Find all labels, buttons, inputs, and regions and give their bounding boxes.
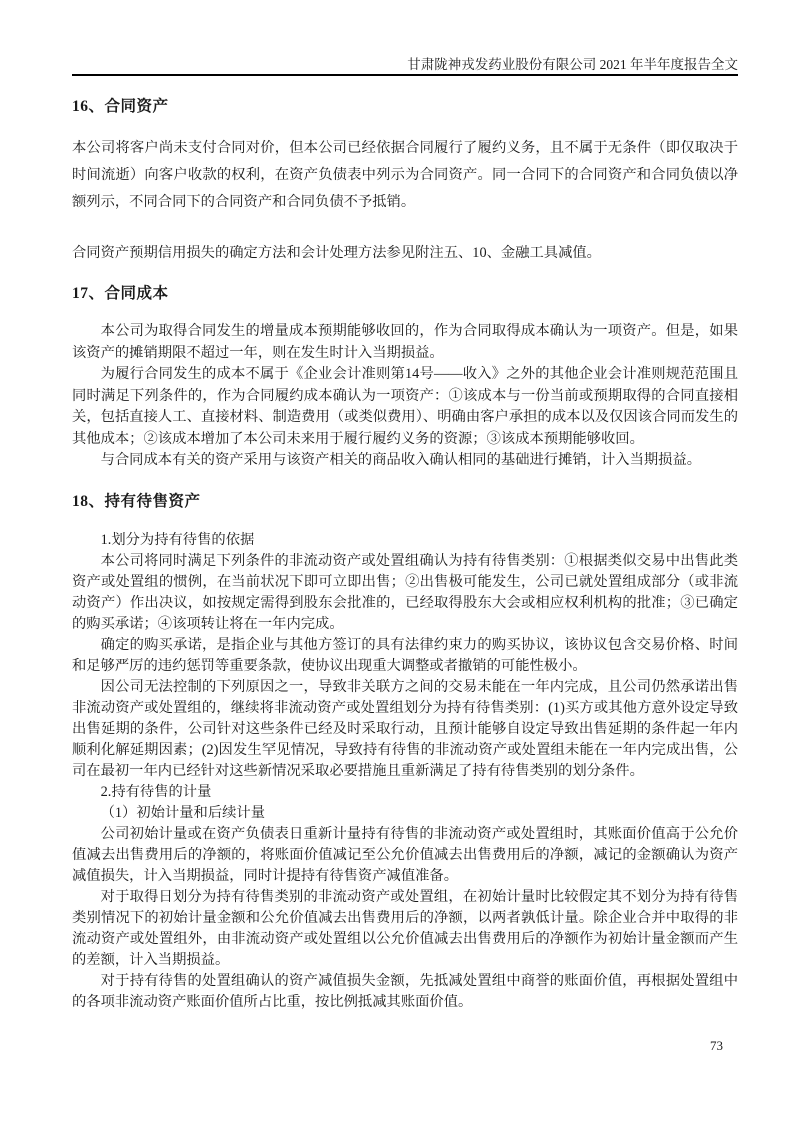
paragraph: 对于持有待售的处置组确认的资产减值损失金额，先抵减处置组中商誉的账面价值，再根据处置组中的各项非流动资产账面价值所占比重，按比例抵减其账面价值。	[72, 972, 738, 1010]
section-16-body	[72, 135, 738, 264]
paragraph: 对于取得日划分为持有待售类别的非流动资产或处置组，在初始计量时比较假定其不划分为持有待售类别情况下的初始计量金额和公允价值减去出售费用后的净额，以两者孰低计量。除企业合并中取得的非流动资产或处置组外，由非流动资产或处置组以公允价值减去出售费用后的净额作为初始计量金额而产生的差额，计入当期损益。	[72, 888, 738, 968]
paragraph: 与合同成本有关的资产采用与该资产相关的商品收入确认相同的基础进行摊销，计入当期损益。	[100, 452, 702, 468]
section-18-body	[72, 530, 738, 1013]
section-18	[72, 491, 738, 1013]
paragraph: 1.划分为持有待售的依据	[100, 531, 255, 548]
paragraph: 2.持有待售的计量	[100, 783, 212, 800]
document-body	[72, 96, 738, 1013]
section-17-heading: 17、合同成本	[72, 285, 169, 302]
section-16-heading: 16、合同资产	[72, 98, 169, 115]
header-title: 甘肃陇神戎发药业股份有限公司 2021 年半年度报告全文	[407, 57, 738, 72]
paragraph: 本公司为取得合同发生的增量成本预期能够收回的，作为合同取得成本确认为一项资产。但是，如果该资产的摊销期限不超过一年，则在发生时计入当期损益。	[72, 323, 738, 361]
paragraph: 合同资产预期信用损失的确定方法和会计处理方法参见附注五、10、金融工具减值。	[72, 245, 601, 261]
paragraph: 本公司将同时满足下列条件的非流动资产或处置组确认为持有待售类别：①根据类似交易中出售此类资产或处置组的惯例，在当前状况下即可立即出售；②出售极可能发生，公司已就处置组成部分（或非流动资产）作出决议，如按规定需得到股东会批准的，已经取得股东大会或相应权利机构的批准；③已确定的购买承诺；④该项转让将在一年内完成。	[72, 552, 738, 632]
section-18-heading: 18、持有待售资产	[72, 492, 201, 510]
paragraph: 确定的购买承诺，是指企业与其他方签订的具有法律约束力的购买协议，该协议包含交易价格、时间和足够严厉的违约惩罚等重要条款，使协议出现重大调整或者撤销的可能性极小。	[72, 636, 738, 674]
section-17	[72, 283, 738, 472]
page-header	[72, 57, 738, 76]
paragraph: 因公司无法控制的下列原因之一，导致非关联方之间的交易未能在一年内完成，且公司仍然承诺出售非流动资产或处置组的，继续将非流动资产或处置组划分为持有待售类别：(1)买方或其他方意外设定导致出售延期的条件，公司针对这些条件已经及时采取行动，且预计能够自设定导致出售延期的条件起一年内顺利化解延期因素；(2)因发生罕见情况，导致持有待售的非流动资产或处置组未能在一年内完成出售，公司在最初一年内已经针对这些新情况采取必要措施且重新满足了持有待售类别的划分条件。	[72, 678, 738, 779]
paragraph: （1）初始计量和后续计量	[100, 804, 266, 821]
section-17-body	[72, 321, 738, 472]
paragraph: 本公司将客户尚未支付合同对价，但本公司已经依据合同履行了履约义务，且不属于无条件（即仅取决于时间流逝）向客户收款的权利，在资产负债表中列示为合同资产。同一合同下的合同资产和合同负债以净额列示，不同合同下的合同资产和合同负债不予抵销。	[72, 140, 738, 210]
paragraph: 公司初始计量或在资产负债表日重新计量持有待售的非流动资产或处置组时，其账面价值高于公允价值减去出售费用后的净额的，将账面价值减记至公允价值减去出售费用后的净额，减记的金额确认为资产减值损失，计入当期损益，同时计提持有待售资产减值准备。	[72, 825, 738, 884]
paragraph: 为履行合同发生的成本不属于《企业会计准则第14号——收入》之外的其他企业会计准则规范范围且同时满足下列条件的，作为合同履约成本确认为一项资产：①该成本与一份当前或预期取得的合同直接相关，包括直接人工、直接材料、制造费用（或类似费用）、明确由客户承担的成本以及仅因该合同而发生的其他成本；②该成本增加了本公司未来用于履行履约义务的资源；③该成本预期能够收回。	[72, 366, 738, 447]
page-number: 73	[710, 1038, 723, 1053]
section-16	[72, 96, 738, 264]
